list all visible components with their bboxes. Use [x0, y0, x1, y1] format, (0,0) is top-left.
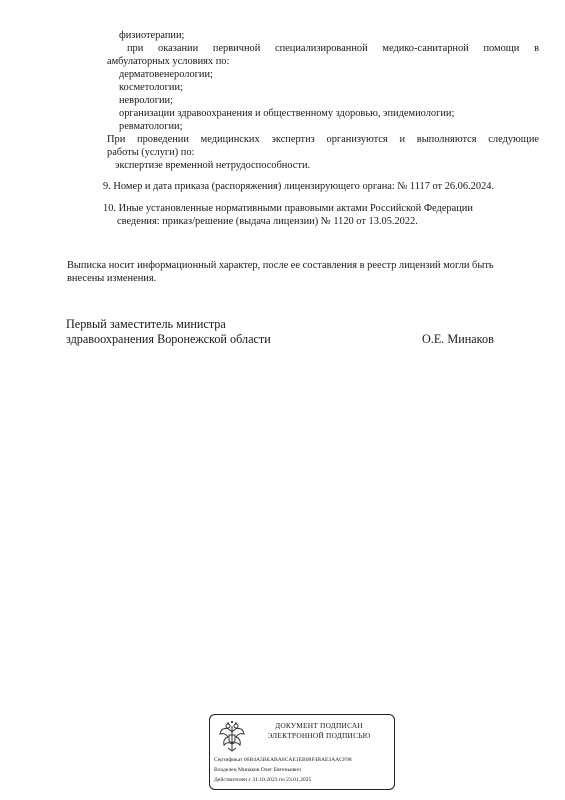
list-item: организации здравоохранения и общественному здоровью, эпидемиологии;	[119, 108, 455, 119]
certificate-number: Сертификат 66B4A5BEABA0CAE1EB08F4BAE3AACF98	[214, 757, 352, 763]
stamp-title-line: ЭЛЕКТРОННОЙ ПОДПИСЬЮ	[267, 731, 371, 740]
signatory-position: здравоохранения Воронежской области	[66, 332, 271, 346]
paragraph-10-line: сведения: приказ/решение (выдача лицензии) № 1120 от 13.05.2022.	[117, 216, 418, 227]
stamp-title-line: ДОКУМЕНТ ПОДПИСАН	[275, 721, 363, 730]
paragraph-line: работы (услуги) по:	[107, 147, 195, 158]
list-item: ревматологии;	[119, 121, 183, 132]
certificate-owner: Владелец Минаков Олег Евгеньевич	[214, 767, 301, 773]
paragraph-line: при оказании первичной специализированной медико-санитарной помощи в	[127, 43, 539, 54]
list-item: экспертизе временной нетрудоспособности.	[115, 160, 311, 171]
paragraph-10-line: 10. Иные установленные нормативными правовыми актами Российской Федерации	[103, 203, 473, 214]
paragraph-line: амбулаторных условиях по:	[107, 56, 230, 67]
list-item: физиотерапии;	[119, 30, 185, 41]
disclaimer-note: Выписка носит информационный характер, после ее составления в реестр лицензий могли быть	[67, 260, 494, 271]
list-item: косметологии;	[119, 82, 183, 93]
coat-of-arms-icon	[217, 720, 247, 754]
paragraph-line: При проведении медицинских экспертиз организуются и выполняются следующие	[107, 134, 539, 145]
electronic-signature-stamp	[209, 714, 395, 790]
disclaimer-note: внесены изменения.	[67, 273, 157, 284]
list-item: дерматовенерологии;	[119, 69, 213, 80]
stamp-title	[254, 721, 384, 741]
signatory-name: О.Е. Минаков	[422, 332, 494, 346]
paragraph-9: 9. Номер и дата приказа (распоряжения) лицензирующего органа: № 1117 от 26.06.2024.	[103, 181, 495, 192]
certificate-validity: Действителен с 31.10.2023 по 23.01.2025	[214, 777, 312, 783]
signatory-position: Первый заместитель министра	[66, 317, 226, 331]
list-item: неврологии;	[119, 95, 173, 106]
